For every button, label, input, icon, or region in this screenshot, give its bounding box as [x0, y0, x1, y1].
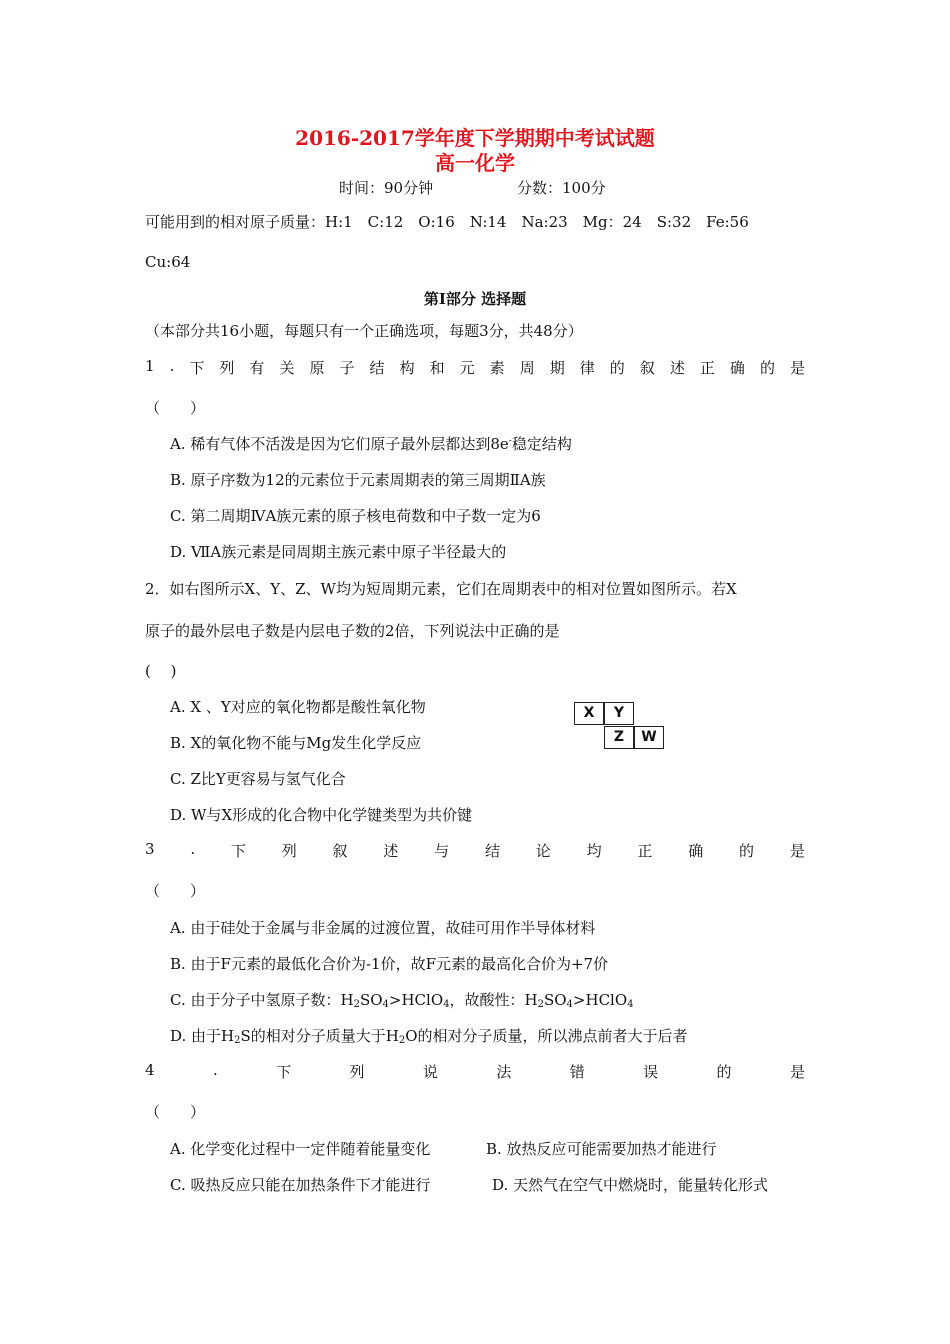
cell-z: Z	[604, 726, 634, 749]
stem-char: 确	[688, 842, 704, 860]
stem-char: 列	[281, 842, 297, 860]
option-text: S的相对分子质量大于H	[240, 1027, 399, 1045]
stem-char: 律	[579, 359, 595, 377]
stem-char: 列	[349, 1063, 365, 1081]
exam-time: 时间：90分钟	[339, 179, 434, 197]
question-2-option-d: D. W与X形成的化合物中化学键类型为共价键	[170, 806, 473, 824]
option-text: SO	[359, 991, 383, 1009]
question-3-option-b: B. 由于F元素的最低化合价为-1价，故F元素的最高化合价为+7价	[170, 955, 609, 973]
stem-char: 列	[219, 359, 235, 377]
option-text: >HClO	[388, 991, 444, 1009]
cell-x: X	[574, 702, 604, 725]
question-3-option-a: A. 由于硅处于金属与非金属的过渡位置，故硅可用作半导体材料	[170, 919, 596, 937]
question-2-stem-line2: 原子的最外层电子数是内层电子数的2倍，下列说法中正确的是	[145, 622, 560, 640]
subscript: 4	[627, 999, 634, 1010]
stem-char: 1	[145, 357, 155, 375]
exam-title: 2016-2017学年度下学期期中考试试题	[295, 126, 655, 150]
stem-char: 的	[716, 1063, 732, 1081]
exam-subtitle: 高一化学	[435, 151, 515, 175]
option-text: >HClO	[572, 991, 628, 1009]
stem-char: 述	[669, 359, 685, 377]
subscript: 2	[234, 1035, 241, 1046]
stem-char: 原	[309, 359, 325, 377]
stem-char: 是	[789, 1063, 805, 1081]
question-1-option-b: B. 原子序数为12的元素位于元素周期表的第三周期ⅡA族	[170, 471, 546, 489]
question-2-answer-paren: ( )	[145, 662, 177, 680]
stem-char: 子	[339, 359, 355, 377]
question-2-option-c: C. Z比Y更容易与氢气化合	[170, 770, 346, 788]
stem-char: .	[190, 840, 196, 858]
stem-char: 与	[434, 842, 450, 860]
question-3-option-c	[170, 989, 634, 1010]
stem-char: 的	[739, 842, 755, 860]
stem-char: 法	[496, 1063, 512, 1081]
question-4-option-c: C. 吸热反应只能在加热条件下才能进行	[170, 1176, 431, 1194]
question-4-option-b: B. 放热反应可能需要加热才能进行	[486, 1140, 717, 1158]
superscript: -	[508, 436, 512, 446]
subscript: 2	[537, 999, 544, 1010]
question-4-option-d: D. 天然气在空气中燃烧时，能量转化形式	[492, 1176, 769, 1194]
part-instructions: （本部分共16小题，每题只有一个正确选项，每题3分，共48分）	[145, 322, 583, 340]
stem-char: 是	[789, 842, 805, 860]
stem-char: 正	[699, 359, 715, 377]
stem-char: .	[169, 357, 175, 375]
exam-score: 分数：100分	[517, 179, 606, 197]
question-1-option-c: C. 第二周期ⅣA族元素的原子核电荷数和中子数一定为6	[170, 507, 541, 525]
cell-w: W	[634, 726, 664, 749]
question-1-stem	[145, 357, 805, 378]
subscript: 4	[566, 999, 573, 1010]
stem-char: 均	[586, 842, 602, 860]
stem-char: 构	[399, 359, 415, 377]
stem-char: 确	[729, 359, 745, 377]
stem-char: 周	[519, 359, 535, 377]
stem-char: 下	[189, 359, 205, 377]
question-1-answer-paren: （ ）	[145, 399, 206, 417]
option-text: O的相对分子质量，所以沸点前者大于后者	[405, 1027, 688, 1045]
stem-char: 说	[422, 1063, 438, 1081]
question-1-option-d: D. ⅦA族元素是同周期主族元素中原子半径最大的	[170, 543, 507, 561]
stem-char: 关	[279, 359, 295, 377]
stem-char: 论	[535, 842, 551, 860]
periodic-table-fragment	[574, 702, 668, 752]
question-2-option-b: B. X的氧化物不能与Mg发生化学反应	[170, 734, 422, 752]
stem-char: 3	[145, 840, 155, 858]
stem-char: 素	[489, 359, 505, 377]
question-1-option-a	[170, 433, 572, 454]
stem-char: 是	[789, 359, 805, 377]
stem-char: 叙	[332, 842, 348, 860]
option-text: D. 由于H	[170, 1027, 235, 1045]
subscript: 4	[443, 999, 450, 1010]
question-4-option-a: A. 化学变化过程中一定伴随着能量变化	[170, 1140, 431, 1158]
stem-char: 有	[249, 359, 265, 377]
stem-char: 下	[230, 842, 246, 860]
question-3-answer-paren: （ ）	[145, 882, 206, 900]
stem-char: 和	[429, 359, 445, 377]
subscript: 4	[382, 999, 389, 1010]
stem-char: 的	[609, 359, 625, 377]
question-2-option-a: A. X 、Y对应的氧化物都是酸性氧化物	[170, 698, 426, 716]
option-text: A. 稀有气体不活泼是因为它们原子最外层都达到8e	[170, 435, 509, 453]
stem-char: 叙	[639, 359, 655, 377]
stem-char: 错	[569, 1063, 585, 1081]
subscript: 2	[398, 1035, 406, 1046]
question-3-option-d	[170, 1025, 688, 1046]
part-heading: 第Ⅰ部分 选择题	[423, 290, 527, 308]
option-text: SO	[543, 991, 567, 1009]
option-text: 稳定结构	[511, 435, 572, 453]
stem-char: 期	[549, 359, 565, 377]
stem-char: 误	[643, 1063, 659, 1081]
subscript: 2	[353, 999, 360, 1010]
stem-char: 述	[383, 842, 399, 860]
stem-char: .	[212, 1061, 218, 1079]
question-3-stem	[145, 840, 805, 861]
atomic-masses-line2: Cu:64	[145, 253, 191, 271]
question-2-stem-line1: 2．如右图所示X、Y、Z、W均为短周期元素，它们在周期表中的相对位置如图所示。若X	[145, 580, 737, 598]
stem-char: 下	[276, 1063, 292, 1081]
stem-char: 的	[759, 359, 775, 377]
cell-y: Y	[604, 702, 634, 725]
option-text: C. 由于分子中氢原子数：H	[170, 991, 354, 1009]
stem-char: 结	[484, 842, 500, 860]
question-4-answer-paren: （ ）	[145, 1103, 206, 1121]
stem-char: 4	[145, 1061, 155, 1079]
stem-char: 结	[369, 359, 385, 377]
atomic-masses-line1: 可能用到的相对原子质量：H:1 C:12 O:16 N:14 Na:23 Mg：24 S:32 Fe:56	[145, 213, 749, 231]
question-4-stem	[145, 1061, 805, 1082]
stem-char: 正	[637, 842, 653, 860]
option-text: ，故酸性：H	[449, 991, 538, 1009]
stem-char: 元	[459, 359, 475, 377]
